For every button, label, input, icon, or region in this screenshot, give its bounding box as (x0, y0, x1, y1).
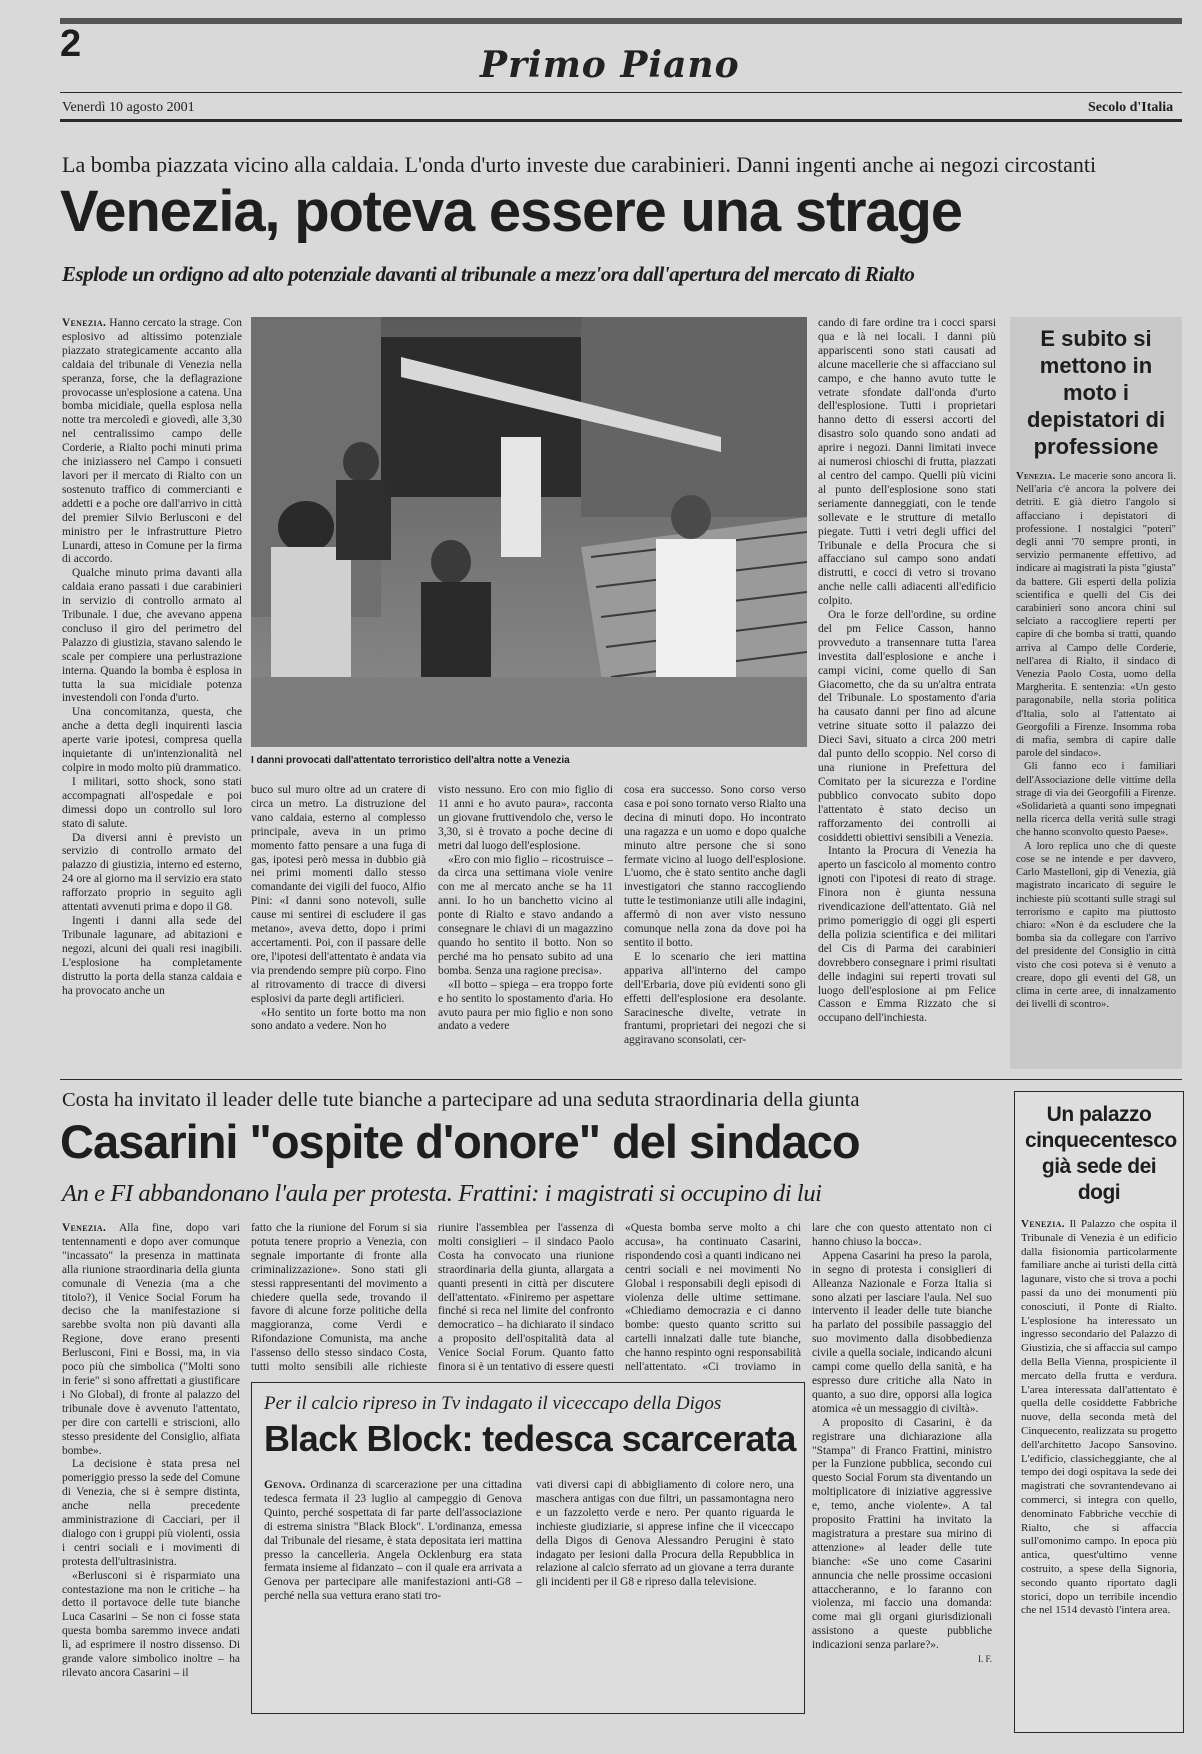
story2-kicker: Costa ha invitato il leader delle tute bianche a partecipare ad una seduta straordinaria della giunta (62, 1089, 860, 1111)
story2-col3-p1: riunire l'assemblea per l'assenza di molti consiglieri – il sindaco Paolo Costa ha convocato una riunione straordinaria della giunta, allargata a quanti presenti in città per discutere dell'attentato. «Finiremo per aspettare finché si reca nel limite del confronto democratico – ha dichiarato il sindaco a proposito dell'ospitalità data al Venice Social Forum. Quanto fatto finora si è un tentativo di essere questi (438, 1222, 614, 1372)
story1-dateline: Venezia. (62, 317, 107, 329)
box-column-2 (536, 1479, 794, 1707)
sidebar2-dateline: Venezia. (1021, 1218, 1065, 1230)
newspaper-name: Secolo d'Italia (1088, 100, 1174, 115)
story1-column-1 (62, 317, 242, 1069)
story1-column-3 (438, 784, 613, 1070)
story1-col4-p1: cosa era successo. Sono corso verso casa e poi sono tornato verso Rialto una decina di minuti dopo. Ho incontrato una ragazza e un uomo e dopo qualche minuto altre persone che si sono fermate vicino al luogo dell'esplosione. L'uomo, che è stato sentito anche dagli investigatori che stanno raccogliendo tutte le testimonianze utili alle indagini, affermò di non aver visto nessuno comunque nella zona da dove poi ha sentito il botto. (624, 784, 806, 949)
story1-col5-p1: cando di fare ordine tra i cocci sparsi qua e là nei locali. I danni più appariscenti sono stati causati ad alcune macellerie che si affacciano sul campo, e che hanno avuto tutte le vetrate sfondate dall'onda d'urto dell'esplosione. Tutti i proprietari hanno detto di essersi accorti del disastro solo quando sono andati ad aprire i negozi. Danni limitati invece ai numerosi chioschi di frutta, piazzati al centro del campo. Quelli più vicini al punto dell'esplosione sono stati seriamente danneggiati, con le tende sollevate e le strutture di metallo piegate. Tutti i vetri degli uffici del Tribunale e della Procura che si affacciano sul campo sono andati distrutti, e cocci di vetro si trovano anche nelle calli adiacenti all'edificio colpito. (818, 317, 996, 608)
sidebar1-dateline: Venezia. (1016, 471, 1056, 482)
story2-column-4 (625, 1222, 801, 1372)
box-col2-text: vati diversi capi di abbigliamento di colore nero, una maschera antigas con due filtri, un passamontagna nero e un fazzoletto verde e nero. Per quanto riguarda le inchieste giudiziarie, si apprese infine che il viceccapo della Digos di Genova Alessandro Perugini è stato indagato per lesioni dalla Procura della Repubblica in relazione al calcio sferrato ad un giovane a terra durante gli incidenti per il G8 e ripreso dalla televisione. (536, 1479, 794, 1589)
box-column-1 (264, 1479, 522, 1707)
box-col1-text: Ordinanza di scarcerazione per una cittadina tedesca fermata il 23 luglio al campeggio di Genova Quinto, perché sospettata di far parte dell'associazione di estrema sinistra "Black Block". L'ordinanza, emessa dal Tribunale del riesame, è stata depositata ieri mattina presso la cancelleria. Angela Ocklenburg era stata fermata insieme al fidanzato – con il quale era arrivata a Genova per partecipare alle manifestazioni anti-G8 – perché nella sua vettura erano stati tro- (264, 1479, 522, 1603)
story2-top-rule (60, 1079, 1182, 1080)
photo-caption: I danni provocati dall'attentato terroristico dell'altra notte a Venezia (251, 755, 570, 766)
story1-column-2 (251, 784, 426, 1070)
story1-col5-p3: Intanto la Procura di Venezia ha aperto un fascicolo al momento contro ignoti con l'ipotesi di reato di strage. Finora non è giunta nessuna rivendicazione dell'attentato. Già nel primo pomeriggio di oggi gli esperti della polizia scientifica e dei militari del Cis di Parma dei carabinieri dovrebbero consegnare i primi risultati delle indagini sui reperti trovati sul luogo dell'esplosione ai pm Felice Casson e Emma Rizzato che si occupano dell'inchiesta. (818, 845, 996, 1025)
sidebar2-body: Il Palazzo che ospita il Tribunale di Venezia è un edificio dalla fisionomia particolarmente familiare anche ai turisti della città lagunare, visto che si trova a pochi passi da uno dei monumenti più conosciuti, il Ponte di Rialto. L'esplosione ha interessato un ingresso secondario del Palazzo di Giustizia, che si affaccia sul campo della Bella Vienna, prospiciente il mercato della frutta e verdura. L'area interessata dall'attentato è quella delle cosiddette Fabbriche nuove, della seconda metà del Cinquecento, realizzata su progetto dell'architetto Jacopo Sansovino. L'edificio, classicheggiante, che al tempo dei dogi ospitava la sede dei magistrati che sovrantendevano ai commerci, si integra con quello, denominato Fabbriche vecchie di Rialto, che si affaccia sull'omonimo campo. In epoca più antica, quest'ultimo venne costruito, a spese della Signoria, secondo quanto riportato dagli storici, dopo un terribile incendio che nel 1514 devastò l'intera area. (1021, 1218, 1178, 1617)
masthead-rule (60, 92, 1182, 93)
sidebar1-p1: Le macerie sono ancora lì. Nell'aria c'è ancora la polvere dei detriti. E già dietro l'angolo si affacciano i depistatori di professione. I nostalgici "poteri" degli anni '70 sempre pronti, in servizio permanente effettivo, ad indicare ai magistrati la pista "giusta" da battere. Gli esperti della polizia scientifica e quelli del Cis dei carabinieri sono ancora chini sul selciato a raccogliere reperti per capire di che bomba si tratti, quando arriva al Campo delle Corderie, nell'area di Rialto, il sindaco di Venezia Paolo Costa, uomo della Margherita. E sentenzia: «Un gesto paragonabile, nella storia politica d'Italia, solo al l'attentato ai Georgofili a Firenze. Insomma roba di mafia, sembra di capire dalle parole del sindaco». (1016, 471, 1176, 760)
sidebar-palazzo (1014, 1091, 1184, 1733)
sidebar1-p2: Gli fanno eco i familiari dell'Associazione delle vittime della strage di via dei Georgofili a Firenze. «Solidarietà a quanti sono impegnati nella ricerca della verità sulle stragi che hanno sconvolto questo Paese». (1016, 761, 1176, 839)
story2-column-5 (812, 1222, 992, 1732)
story1-col1-p6: Ingenti i danni alla sede del Tribunale lagunare, ad abitazioni e negozi, alcuni dei quali resi inagibili. L'esplosione ha completamente distrutto la porta della stanza caldaia e ha provocato anche un (62, 914, 242, 997)
story2-col1-p2: La decisione è stata presa nel pomeriggio presso la sede del Comune di Venezia, che si è sempre distinta, anche nella precedente amministrazione di Cacciari, per il dialogo con i gruppi più violenti, ossia i centri sociali e i movimenti di protesta dell'ultrasinistra. (62, 1458, 240, 1568)
story1-kicker: La bomba piazzata vicino alla caldaia. L'onda d'urto investe due carabinieri. Danni ingenti anche ai negozi circostanti (62, 152, 1097, 177)
story1-col3-p2: «Ero con mio figlio – ricostruisce – da circa una settimana viole venire con me al mercato anche se ha 11 anni. Io ho un banchetto vicino al ponte di Rialto e stavo andando a consegnare le chiavi di un magazzino quando ho sentito il botto. Non so perché ma ho pensato subito ad una bomba. Senza una ragione precisa». (438, 853, 613, 977)
story2-col5-p2: Appena Casarini ha preso la parola, in segno di protesta i consiglieri di Alleanza Nazionale e Forza Italia si sono alzati per lasciare l'aula. Nel suo intervento il leader delle tute bianche ha parlato del possibile passaggio del suo movimento dalla disobbedienza civile a quella sociale, indicando alcuni campi come quello della sanità, e ha espresso dure critiche alla Nato in quanto, a suo dire, opporsi alla logica atomica «è un messaggio di civiltà». (812, 1249, 992, 1415)
story1-col1-p1: Hanno cercato la strage. Con esplosivo ad altissimo potenziale piazzato strategicamente accanto alla caldaia del tribunale di Venezia nella speranza, forse, che la deflagrazione provocasse un'esplosione a catena. Una bomba micidiale, quella esplosa nella notte tra mercoledì e giovedì, alle 3,30 nel centralissimo campo delle Corderie, a Rialto pochi minuti prima che iniziassero nel Campo i consueti lavori per il mercato di Rialto con un sostenuto traffico di commercianti e addetti e a poche ore dall'arrivo in città del premier Silvio Berlusconi e del ministro per le infrastrutture Pietro Lunardi, atteso in Comune per la firma di accordo. (62, 317, 242, 566)
sidebar-depistatori (1010, 317, 1182, 1069)
story2-col1-p1: Alla fine, dopo vari tentennamenti e dopo aver comunque "incassato" la presenza in mattinata alla riunione straordinaria della giunta comunale di Venezia (ma a che titolo?), il Venice Social Forum ha deciso che la manifestazione si sarebbe svolta non più davanti alla Regione, dove erano presenti Berlusconi, Fini e Bossi, ma, in via poco più che simbolica ("Molti sono in ferie" si sono affrettati a giustificare i No Global), di fronte al palazzo del tribunale dove è avvenuto l'attentato, per dire con cartelli e striscioni, allo stesso presidente del Consiglio, alfiata bombe». (62, 1222, 240, 1457)
story1-col1-p5: Da diversi anni è previsto un servizio di controllo armato del palazzo di giustizia, interno ed esterno, 24 ore al giorno ma il servizio era stato rafforzato proprio in seguito agli attentati avvenuti prima e dopo il G8. (62, 831, 242, 914)
story1-col5-p2: Ora le forze dell'ordine, su ordine del pm Felice Casson, hanno provveduto a transennare tutta l'area investita dall'esplosione e anche i campi vicini, come quello di San Giacometto, che da su un'altra entrata del Tribunale. Lo spostamento d'aria ha causato danni per fino ad alcune vetrine situate sotto il palazzo dei Dieci Savi, situato a circa 200 metri dal punto dello scoppio. Nel corso di una riunione in Prefettura del Comitato per la sicurezza e l'ordine pubblico convocato subito dopo l'attentato è stato deciso un rafforzamento dei controlli ai cosiddetti obiettivi sensibili a Venezia. (818, 609, 996, 844)
sidebar1-p3: A loro replica uno che di queste cose se ne intende e per davvero, Carlo Mastelloni, gip di Venezia, già magistrato incaricato di seguire le inchieste più scottanti sulle stragi sul terrorismo e capito ma piuttosto chiaro: «Non è da escludere che la bomba sia da collegare con l'arrivo del presidente del Consiglio in città visto che così poteva si è venuto a creare, dopo gli eventi del G8, un clima in certe aree, di innalzamento dei livelli di scontro». (1016, 840, 1176, 1011)
story1-col4-p2: E lo scenario che ieri mattina appariva all'interno del campo dell'Erbaria, dove più evidenti sono gli effetti dell'esplosione era desolante. Saracinesche divelte, vetrate in frantumi, proprietari dei negozi che si aggiravano sconsolati, cer- (624, 950, 806, 1047)
box-kicker: Per il calcio ripreso in Tv indagato il viceccapo della Digos (264, 1393, 722, 1414)
story1-col3-p3: «Il botto – spiega – era troppo forte e ho sentito lo spostamento d'aria. Ho avuto paura per mio figlio e non sono andato a vedere (438, 978, 613, 1033)
story2-col4-p1: «Questa bomba serve molto a chi accusa», ha continuato Casarini, rispondendo così a quanti indicano nei centri sociali e nei movimenti No Global i responsabili degli episodi di violenza delle ultime settimane. «Chiediamo democrazia e ci danno bombe: questo quanto scritto sui cartelli innalzati dalle tute bianche, che hanno respinto ogni responsabilità nell'attentato. «Ci troviamo in (625, 1222, 801, 1372)
story1-headline: Venezia, poteva essere una strage (60, 179, 962, 244)
black-block-box (251, 1382, 805, 1714)
story2-column-2 (251, 1222, 427, 1372)
story1-col1-p4: I militari, sotto shock, sono stati accompagnati all'ospedale e poi dimessi dopo un controllo sul loro stato di salute. (62, 775, 242, 830)
story1-col1-p3: Una concomitanza, questa, che anche a detta degli inquirenti lascia aperte varie ipotesi, compresa quella inquietante di un'intenzionalità nel colpire in modo molto più drammatico. (62, 706, 242, 774)
story2-subhead: An e FI abbandonano l'aula per protesta. Frattini: i magistrati si occupino di lui (62, 1180, 822, 1207)
story2-col1-p3: «Berlusconi si è risparmiato una contestazione ma non le critiche – ha detto il portavoce delle tute bianche Luca Casarini – Se non ci fosse stata questa bomba saremmo invece andati lì, ad esprimere il nostro dissenso. Di grande valore simbolico inoltre – ha rilevato ancora Casarini – il (62, 1569, 240, 1679)
story2-signature: I. F. (977, 1654, 992, 1665)
box-headline: Black Block: tedesca scarcerata (264, 1418, 796, 1459)
explosion-photo (251, 317, 807, 747)
story2-headline: Casarini "ospite d'onore" del sindaco (60, 1115, 860, 1168)
page-number: 2 (60, 23, 82, 65)
story2-column-1 (62, 1222, 240, 1732)
story2-col2-p1: fatto che la riunione del Forum si sia potuta tenere proprio a Venezia, con segnale importante di fronte alla criminalizzazione». Sono stati gli stessi rappresentanti del movimento a chiedere quella sede, trovando il favore di alcune forze politiche della maggioranza, come Verdi e Rifondazione Comunista, ma anche l'assenso dello stesso sindaco Costa, tutti molto sensibili alle richieste (251, 1222, 427, 1372)
sidebar1-headline: E subito si mettono in moto i depistatori di professione (1026, 326, 1166, 459)
story1-column-5 (818, 317, 996, 1069)
story1-col2-p2: «Ho sentito un forte botto ma non sono andato a vedere. Non ho (251, 1006, 426, 1033)
issue-date: Venerdì 10 agosto 2001 (62, 100, 195, 115)
story2-column-3 (438, 1222, 614, 1372)
box-dateline: Genova. (264, 1479, 306, 1491)
story1-subhead: Esplode un ordigno ad alto potenziale davanti al tribunale a mezz'ora dall'apertura del mercato di Rialto (62, 262, 915, 286)
section-title: Primo Piano (480, 44, 740, 86)
sidebar2-headline: Un palazzo cinquecentesco già sede dei dogi (1025, 1103, 1177, 1204)
story2-dateline: Venezia. (62, 1222, 107, 1234)
story2-col5-p3: A proposito di Casarini, è da registrare una dichiarazione alla "Stampa" di Franco Frattini, ministro per la Funzione pubblica, secondo cui questo Social Forum sta diventando un moltiplicatore di iniziative aggressive e, temo, anche violente». A tal proposito Frattini ha invitato la magistratura a prestare sua mirino di attenzione» al leader delle tute bianche: «Se uno come Casarini annuncia che nelle prossime occasioni attaccheranno, e lo faranno con violenza, mi faccio una domanda: come mai gli organi giurisdizionali assistono a queste pubbliche indicazioni senza parlare?». (812, 1416, 992, 1652)
story1-column-4 (624, 784, 806, 1070)
story2-col5-p1: lare che con questo attentato non ci hanno chiuso la bocca». (812, 1222, 992, 1248)
top-rule (60, 18, 1182, 24)
story1-col2-p1: buco sul muro oltre ad un cratere di circa un metro. La distruzione del vano caldaia, esterno al complesso principale, aveva in un primo momento fatto pensare a una fuga di gas, ipotesi però messa in dubbio già nei primi momenti dallo stesso comandante dei vigili del fuoco, Alfio Pini: «I danni sono notevoli, sulle cause mi sentirei di escludere il gas metano», aveva detto, dopo i primi accertamenti. Poi, con il passare delle ore, l'ipotesi dell'attentato è andata via via prendendo sempre più corpo. Fino al ritrovamento di tracce di diversi esplosivi da parte degli artificieri. (251, 784, 426, 1005)
masthead-bottom-rule (60, 119, 1182, 122)
story1-col1-p2: Qualche minuto prima davanti alla caldaia erano passati i due carabinieri in servizio di controllo armato al Tribunale. I due, che avevano appena concluso il giro del perimetro del Palazzo di giustizia, stavano salendo le scale per compiere una perlustrazione interna. Quando la bomba è esplosa in tutta la sua micidiale potenza investendoli con l'onda d'urto. (62, 567, 242, 705)
story1-col3-p1: visto nessuno. Ero con mio figlio di 11 anni e ho avuto paura», racconta un giovane fruttivendolo che, verso le 3,30, si è trovato a poche decine di metri dal luogo dell'esplosione. (438, 784, 613, 852)
